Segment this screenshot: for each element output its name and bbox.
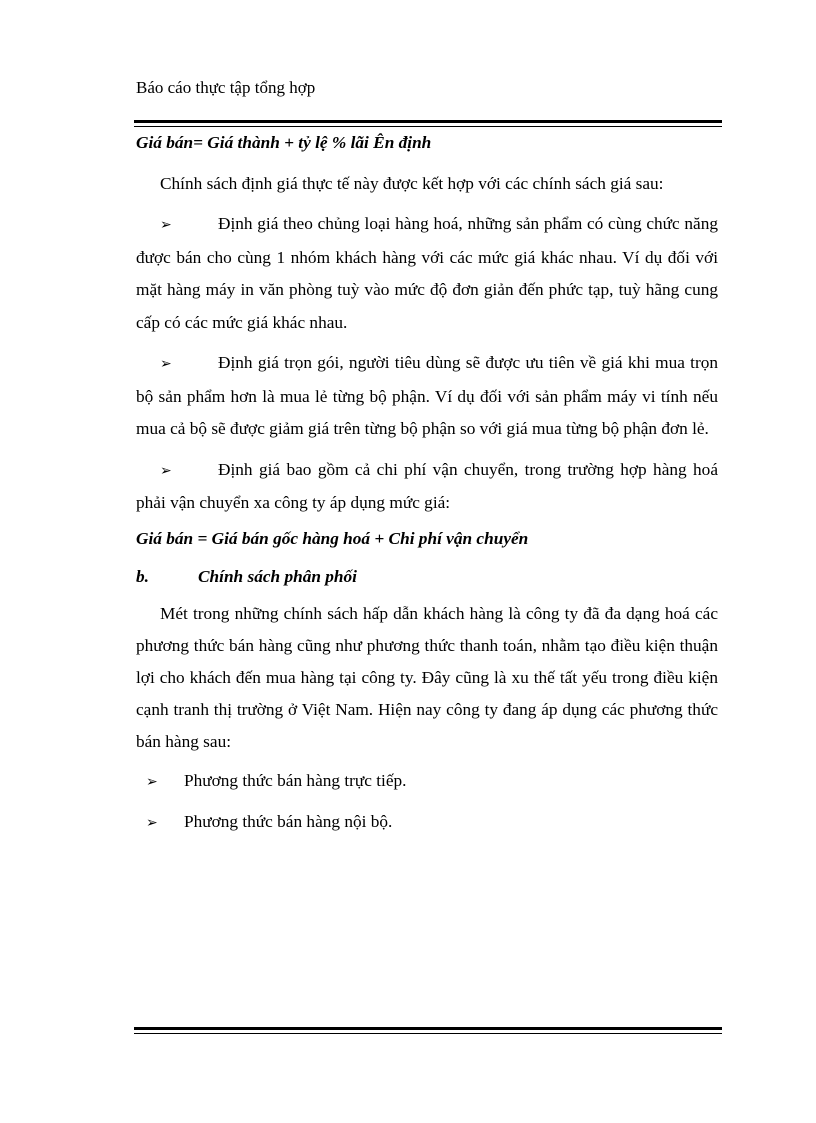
footer-divider — [134, 1027, 722, 1034]
document-body — [136, 128, 718, 838]
sales-method-item — [136, 766, 718, 797]
arrow-bullet-icon: ➢ — [146, 814, 158, 831]
list-item-text: Phương thức bán hàng nội bộ. — [184, 811, 393, 831]
sales-method-item — [136, 807, 718, 838]
section-title: Chính sách phân phối — [198, 566, 357, 586]
bullet-text: Định giá bao gồm cả chi phí vận chuyển, trong trường hợp hàng hoá phải vận chuyển xa công ty áp dụng mức giá: — [136, 459, 718, 512]
bullet-text: Định giá theo chủng loại hàng hoá, những sản phẩm có cùng chức năng được bán cho cùng 1 nhóm khách hàng với các mức giá khác nhau. Ví dụ đối với mặt hàng máy in văn phòng tuỳ vào mức độ đơn giản đến phức tạp, tuỳ hãng cung cấp có các mức giá khác nhau. — [136, 214, 718, 332]
page-header-title: Báo cáo thực tập tổng hợp — [136, 78, 316, 97]
section-letter: b. — [136, 566, 149, 586]
arrow-bullet-icon: ➢ — [160, 356, 172, 372]
shipping-price-formula: Giá bán = Giá bán gốc hàng hoá + Chi phí vận chuyển — [136, 528, 529, 548]
bullet-text: Định giá trọn gói, người tiêu dùng sẽ được ưu tiên về giá khi mua trọn bộ sản phẩm hơn là mua lẻ từng bộ phận. Ví dụ đối với sản phẩm máy vi tính nếu mua cả bộ sẽ được giảm giá trên từng bộ phận so với giá mua từng bộ phận đơn lẻ. — [136, 353, 718, 438]
section-heading — [136, 562, 718, 592]
price-formula: Giá bán= Giá thành + tỷ lệ % lãi Ên định — [136, 133, 432, 152]
pricing-bullet-1 — [136, 208, 718, 339]
header-divider — [134, 120, 722, 127]
arrow-bullet-icon: ➢ — [160, 462, 172, 479]
intro-paragraph: Chính sách định giá thực tế này được kết hợp với các chính sách giá sau: — [160, 174, 664, 193]
arrow-bullet-icon: ➢ — [146, 773, 158, 790]
pricing-bullet-3 — [136, 454, 718, 520]
list-item-text: Phương thức bán hàng trực tiếp. — [184, 770, 407, 790]
arrow-bullet-icon: ➢ — [160, 217, 172, 233]
pricing-bullet-2 — [136, 347, 718, 446]
distribution-paragraph: Mét trong những chính sách hấp dẫn khách hàng là công ty đã đa dạng hoá các phương thức bán hàng cũng như phương thức thanh toán, nhằm tạo điều kiện thuận lợi cho khách đến mua hàng tại công ty. Đây cũng là xu thế tất yếu trong điều kiện cạnh tranh thị trường ở Việt Nam. Hiện nay công ty đang áp dụng các phương thức bán hàng sau: — [136, 603, 718, 751]
